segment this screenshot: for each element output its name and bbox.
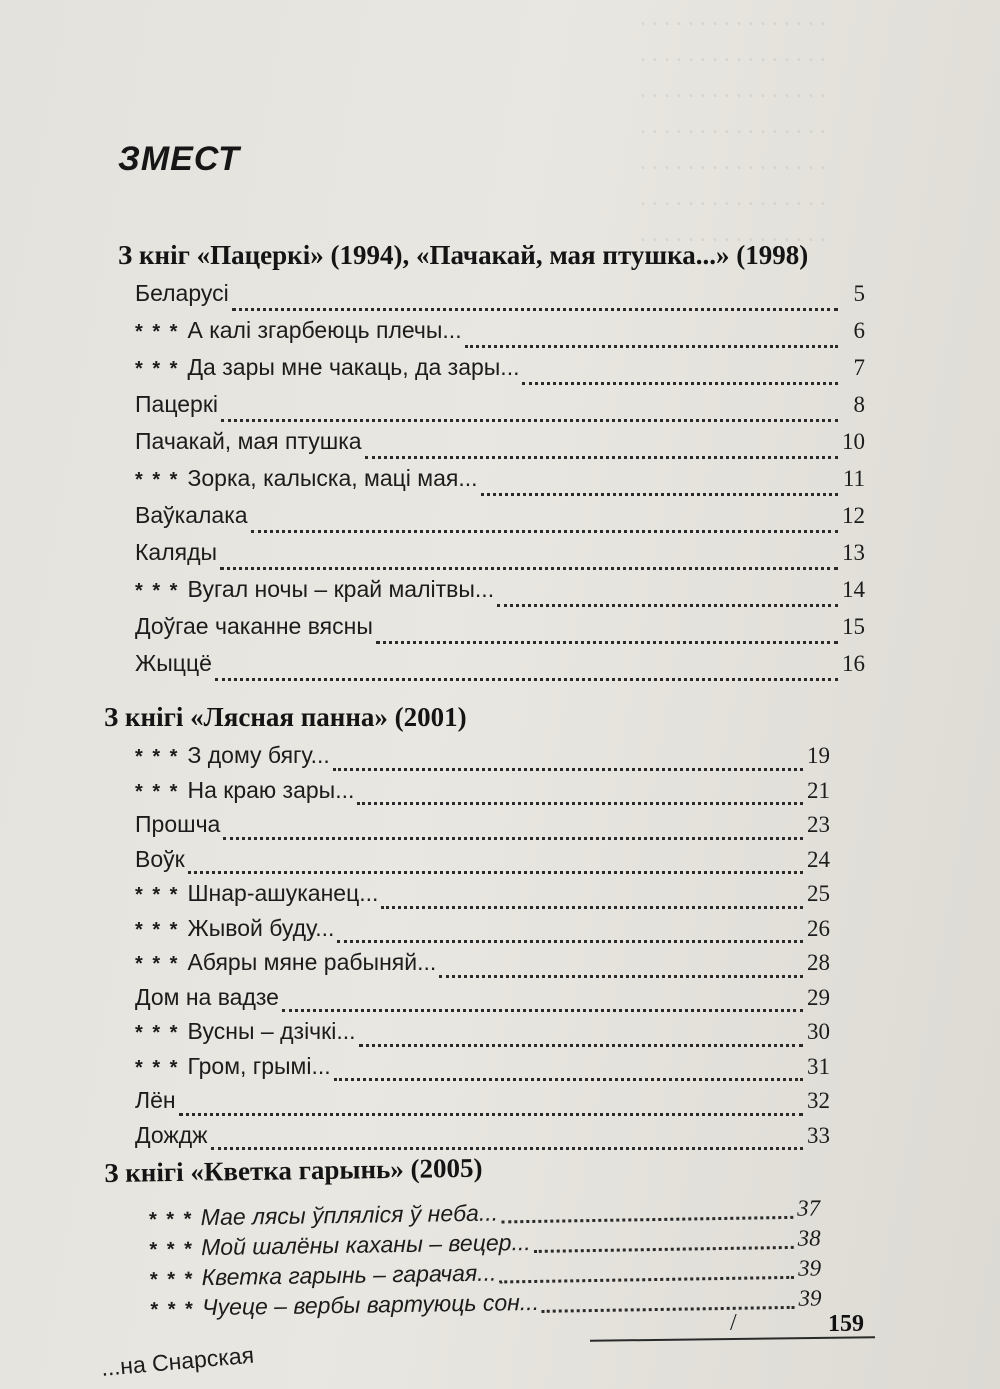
toc-entry (135, 1053, 830, 1088)
toc-entry-title: Зорка, калыска, маці мая... (187, 465, 478, 491)
toc-entry-title: З дому бягу... (187, 742, 330, 768)
dot-leader (188, 871, 803, 874)
toc-entry-title: Мае лясы ўпляліся ў неба... (200, 1199, 499, 1231)
toc-entry (135, 915, 830, 950)
toc-entry (135, 949, 830, 984)
dot-leader (282, 1009, 803, 1012)
toc-entry-title: А калі згарбеюць плечы... (187, 317, 462, 343)
asterism: * * * (149, 1298, 195, 1321)
toc-entry-page: 32 (807, 1088, 830, 1113)
dot-leader (221, 419, 838, 422)
dot-leader (542, 1306, 795, 1313)
toc-entry-title: Ваўкалака (135, 502, 248, 528)
toc-entry-title: Доўгае чаканне вясны (135, 613, 373, 639)
dot-leader (232, 308, 838, 311)
toc-entry-title: Дождж (135, 1121, 208, 1148)
toc-entry-page: 5 (853, 281, 865, 306)
asterism: * * * (135, 1022, 180, 1044)
dot-leader (439, 975, 803, 978)
dot-leader (365, 456, 838, 459)
footer-author: ...на Снарская (100, 1341, 255, 1381)
toc-entry (135, 391, 865, 428)
dot-leader (499, 1276, 794, 1284)
toc-entry-page: 29 (807, 984, 830, 1010)
asterism: * * * (149, 1268, 194, 1291)
toc-entry-title: Жыццё (135, 650, 212, 676)
asterism: * * * (135, 780, 180, 803)
dot-leader (337, 940, 803, 943)
toc-entry-page: 25 (807, 881, 830, 906)
dot-leader (220, 567, 838, 570)
asterism: * * * (135, 469, 180, 491)
toc-entry-title: Абяры мяне рабыняй... (187, 949, 437, 975)
toc-entry-title: Шнар-ашуканец... (187, 880, 379, 906)
toc-entry (135, 280, 865, 317)
asterism: * * * (135, 321, 180, 343)
toc-entry-title: Вугал ночы – край малітвы... (187, 576, 495, 602)
toc-entry-title: Чуеце – вербы вартуюць сон... (201, 1288, 540, 1321)
toc-entry-page: 10 (842, 429, 865, 454)
toc-entry-page: 11 (842, 466, 865, 491)
toc-entry (135, 613, 865, 650)
toc-entry-page: 24 (807, 846, 830, 872)
toc-entry (135, 576, 865, 613)
toc-entry (135, 650, 865, 687)
dot-leader (215, 678, 838, 681)
toc-entry-page: 31 (807, 1053, 830, 1079)
toc-entry-page: 30 (807, 1019, 830, 1044)
section-heading: З кнігі «Лясная панна» (2001) (104, 702, 467, 732)
toc-entry-title: Мой шалёны каханы – вецер... (200, 1228, 531, 1261)
dot-leader (359, 1044, 804, 1047)
toc-list (135, 742, 830, 1156)
toc-entry (135, 354, 865, 391)
toc-entry (135, 1018, 830, 1053)
toc-entry (135, 428, 865, 465)
toc-entry-page: 39 (798, 1285, 822, 1311)
asterism: * * * (148, 1238, 194, 1261)
toc-entry-title: Жывой буду... (187, 914, 335, 941)
dot-leader (381, 906, 803, 909)
toc-entry (135, 984, 830, 1019)
toc-entry-title: Гром, грымі... (187, 1052, 331, 1079)
toc-entry-title: Беларусі (135, 280, 229, 306)
dot-leader (497, 604, 838, 607)
dot-leader (501, 1216, 793, 1224)
dot-leader (465, 345, 838, 348)
toc-entry-title: На краю зары... (187, 776, 355, 803)
toc-entry-page: 15 (842, 614, 865, 639)
dot-leader (534, 1246, 794, 1253)
toc-entry (135, 880, 830, 915)
dot-leader (179, 1113, 803, 1116)
folio-mark: / (730, 1310, 737, 1336)
toc-entry (135, 811, 830, 846)
toc-entry-title: Каляды (135, 539, 218, 565)
toc-entry-title: Да зары мне чакаць, да зары... (187, 354, 520, 380)
toc-entry-title: Лён (135, 1087, 176, 1113)
toc-entry-page: 39 (797, 1255, 822, 1281)
toc-entry-page: 14 (842, 577, 865, 602)
dot-leader (357, 802, 803, 805)
asterism: * * * (135, 1056, 180, 1079)
bleed-through-text: . . . . . . . . . . . . . . . . . . . . . . . . . . . . . . . . . . . . . . . . . . . . . . . . . . . . . . . . . . . . . . . . . . . . . . . . . . . . . . . . . . . . . . . . . . . . . . . . . . . . . . . . . . . . . . . . (640, 5, 826, 247)
toc-entry-page: 38 (797, 1225, 821, 1251)
section-heading: З кнігі «Кветка гарынь» (2005) (104, 1152, 483, 1188)
toc-entry-page: 8 (853, 392, 865, 417)
toc-entry-title: Дом на вадзе (135, 983, 279, 1010)
toc-entry-page: 37 (796, 1195, 821, 1221)
dot-leader (223, 837, 803, 840)
toc-entry-page: 33 (807, 1122, 830, 1148)
toc-entry-title: Пацеркі (135, 391, 218, 417)
dot-leader (522, 382, 838, 385)
toc-list (135, 280, 865, 687)
asterism: * * * (135, 918, 180, 941)
toc-entry (135, 317, 865, 354)
toc-entry (135, 539, 865, 576)
page-title: ЗМЕСТ (118, 140, 240, 178)
toc-entry (135, 502, 865, 539)
toc-entry-page: 13 (842, 540, 865, 565)
dot-leader (211, 1147, 803, 1150)
toc-entry-page: 16 (842, 651, 865, 676)
toc-entry-title: Прошча (135, 811, 221, 837)
toc-entry (135, 465, 865, 502)
asterism: * * * (135, 884, 180, 906)
toc-entry (135, 742, 830, 777)
dot-leader (334, 1078, 803, 1081)
toc-entry-title: Воўк (135, 845, 185, 872)
toc-entry-page: 19 (807, 743, 830, 768)
asterism: * * * (148, 1208, 193, 1231)
toc-entry (135, 1087, 830, 1122)
toc-entry-title: Кветка гарынь – гарачая... (201, 1259, 497, 1291)
section-heading: З кніг «Пацеркі» (1994), «Пачакай, мая птушка...» (1998) (118, 240, 809, 270)
toc-entry-page: 21 (807, 777, 830, 803)
dot-leader (481, 493, 838, 496)
asterism: * * * (135, 580, 180, 602)
toc-entry-page: 7 (853, 355, 865, 380)
toc-entry-page: 23 (807, 812, 830, 837)
asterism: * * * (135, 746, 180, 768)
dot-leader (333, 768, 803, 771)
toc-entry (135, 846, 830, 881)
asterism: * * * (135, 953, 180, 975)
dot-leader (251, 530, 838, 533)
dot-leader (376, 641, 838, 644)
toc-entry-page: 28 (807, 950, 830, 975)
toc-entry-page: 26 (807, 915, 830, 941)
toc-entry-title: Вусны – дзічкі... (187, 1018, 356, 1044)
asterism: * * * (135, 358, 180, 380)
toc-entry (135, 1122, 830, 1157)
toc-list (148, 1194, 822, 1325)
page-number: 159 (828, 1311, 864, 1337)
toc-entry-page: 6 (853, 318, 865, 343)
toc-entry-page: 12 (842, 503, 865, 528)
toc-entry (135, 777, 830, 812)
toc-entry-title: Пачакай, мая птушка (135, 428, 362, 454)
